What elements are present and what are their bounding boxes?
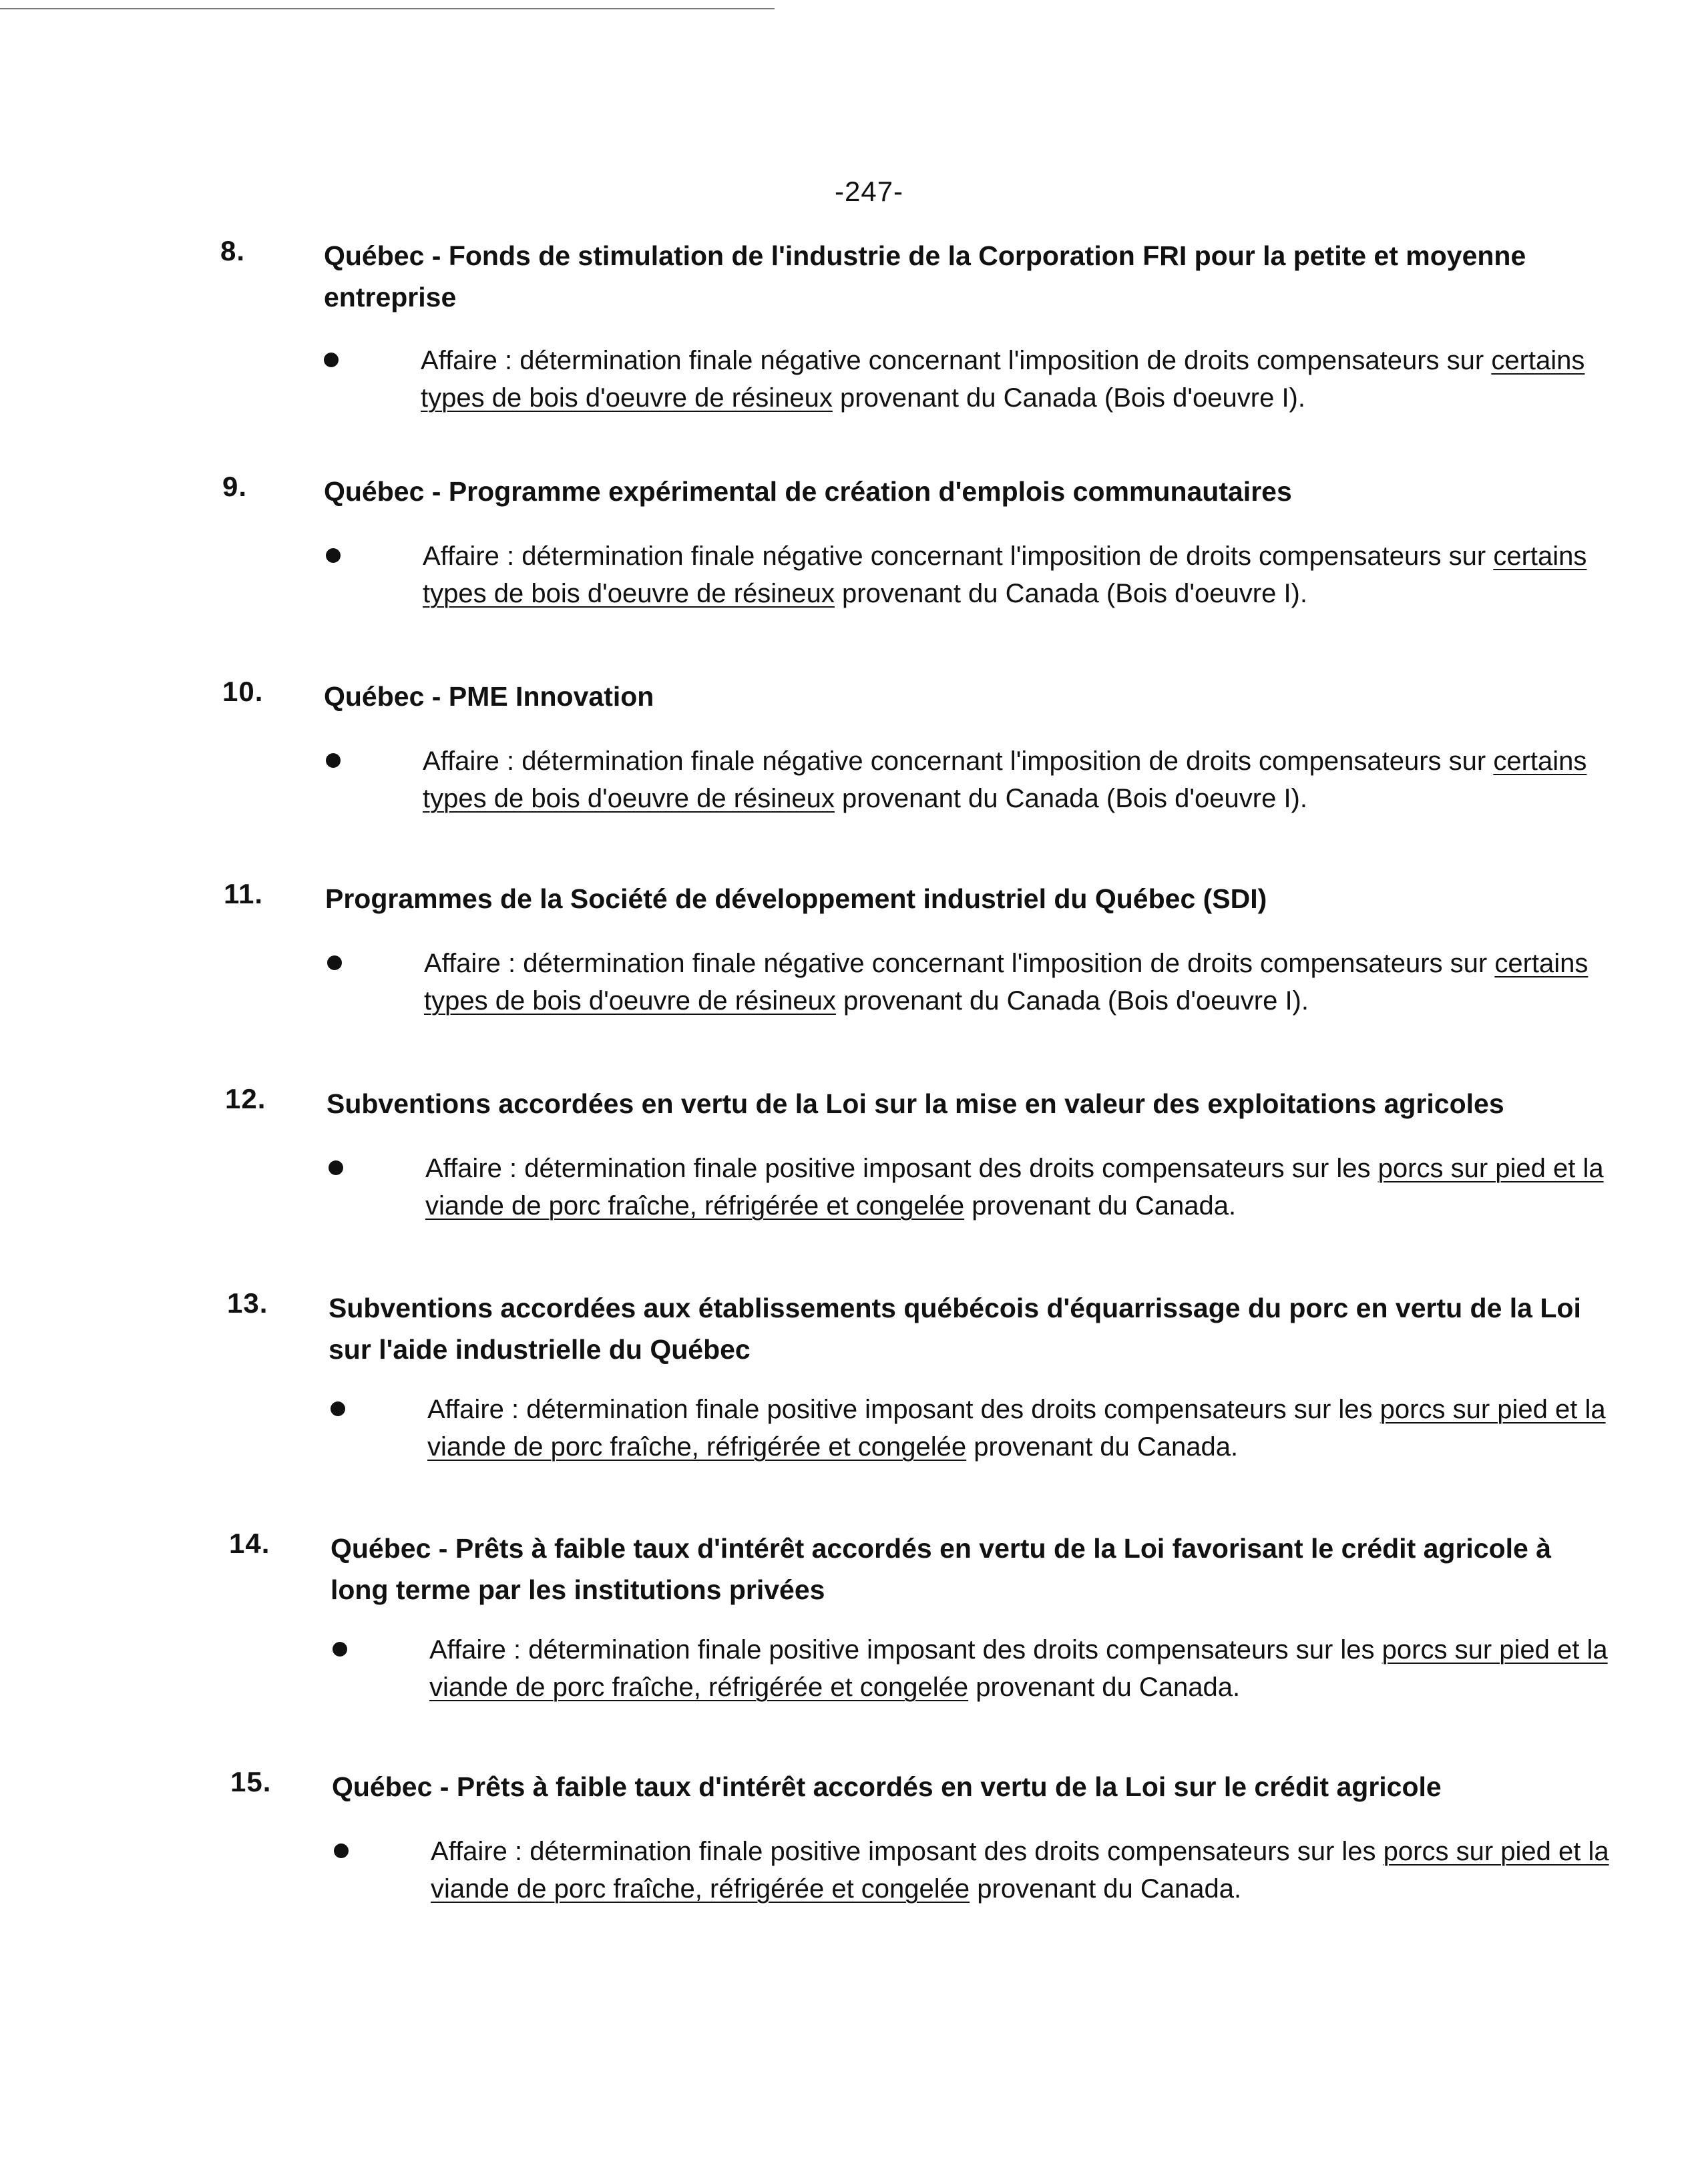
item-title: Subventions accordées aux établissements québécois d'équarrissage du porc en vertu de la Loi sur l'aide industrielle du Québec xyxy=(329,1293,1581,1365)
bullet-text xyxy=(429,1631,1625,1706)
item-number: 15. xyxy=(230,1766,272,1797)
bullet-text-underlined: certains types de bois d'oeuvre de résineux xyxy=(424,949,1589,1016)
bullet-icon xyxy=(334,1843,349,1858)
bullet-text-underlined: porcs sur pied et la viande de porc fraîche, réfrigérée et congelée xyxy=(425,1154,1604,1221)
bullet-text-prefix: Affaire : détermination finale négative concernant l'imposition de droits compensateurs sur xyxy=(421,346,1492,375)
item-number: 13. xyxy=(227,1287,268,1319)
bullet-text-underlined: porcs sur pied et la viande de porc fraîche, réfrigérée et congelée xyxy=(431,1837,1609,1904)
bullet-text xyxy=(431,1833,1626,1908)
bullet-icon xyxy=(333,1642,347,1657)
bullet-text-prefix: Affaire : détermination finale négative concernant l'imposition de droits compensateurs sur xyxy=(423,541,1494,571)
bullet-text-underlined: certains types de bois d'oeuvre de résineux xyxy=(423,746,1587,813)
bullet-icon xyxy=(329,1160,343,1175)
bullet-text-suffix: provenant du Canada. xyxy=(964,1191,1237,1221)
bullet-icon xyxy=(327,955,342,970)
bullet-text-prefix: Affaire : détermination finale négative concernant l'imposition de droits compensateurs sur xyxy=(424,949,1495,978)
item-title: Québec - PME Innovation xyxy=(324,681,654,712)
bullet-icon xyxy=(326,548,341,563)
bullet-text xyxy=(425,1150,1621,1225)
bullet-text-prefix: Affaire : détermination finale positive imposant des droits compensateurs sur les xyxy=(431,1837,1384,1866)
bullet-text-underlined: certains types de bois d'oeuvre de résineux xyxy=(423,541,1587,608)
bullet-text xyxy=(423,537,1618,612)
bullet-text-suffix: provenant du Canada (Bois d'oeuvre I). xyxy=(834,579,1307,608)
bullet-icon xyxy=(331,1401,345,1416)
bullet-text-suffix: provenant du Canada. xyxy=(970,1874,1242,1904)
bullet-icon xyxy=(324,353,339,367)
page-number: -247- xyxy=(835,176,904,207)
item-title: Programmes de la Société de développement industriel du Québec (SDI) xyxy=(325,883,1267,914)
item-title: Québec - Programme expérimental de création d'emplois communautaires xyxy=(324,476,1292,507)
item-number: 11. xyxy=(224,878,264,909)
bullet-text xyxy=(427,1391,1623,1466)
item-number: 14. xyxy=(229,1528,270,1559)
item-title: Québec - Prêts à faible taux d'intérêt accordés en vertu de la Loi favorisant le crédit agricole à long terme par les institutions privées xyxy=(331,1533,1552,1605)
bullet-text-underlined: porcs sur pied et la viande de porc fraîche, réfrigérée et congelée xyxy=(427,1395,1606,1462)
item-number: 9. xyxy=(222,471,248,502)
item-title: Québec - Fonds de stimulation de l'industrie de la Corporation FRI pour la petite et moyenne entreprise xyxy=(324,240,1526,312)
item-title: Subventions accordées en vertu de la Loi sur la mise en valeur des exploitations agricoles xyxy=(327,1088,1504,1119)
item-number: 8. xyxy=(220,235,246,266)
bullet-text-suffix: provenant du Canada (Bois d'oeuvre I). xyxy=(835,986,1309,1016)
bullet-text-prefix: Affaire : détermination finale positive imposant des droits compensateurs sur les xyxy=(427,1395,1380,1424)
bullet-text-suffix: provenant du Canada (Bois d'oeuvre I). xyxy=(834,784,1307,813)
bullet-text-prefix: Affaire : détermination finale négative concernant l'imposition de droits compensateurs sur xyxy=(423,746,1494,776)
bullet-text-prefix: Affaire : détermination finale positive imposant des droits compensateurs sur les xyxy=(425,1154,1378,1183)
item-title: Québec - Prêts à faible taux d'intérêt accordés en vertu de la Loi sur le crédit agricole xyxy=(332,1771,1442,1802)
top-rule xyxy=(0,8,775,9)
bullet-text-suffix: provenant du Canada (Bois d'oeuvre I). xyxy=(832,383,1305,413)
bullet-icon xyxy=(326,753,341,768)
bullet-text-underlined: certains types de bois d'oeuvre de résineux xyxy=(421,346,1585,413)
bullet-text-suffix: provenant du Canada. xyxy=(966,1432,1239,1462)
bullet-text xyxy=(421,342,1616,417)
bullet-text-underlined: porcs sur pied et la viande de porc fraîche, réfrigérée et congelée xyxy=(429,1635,1608,1702)
item-number: 10. xyxy=(222,676,264,707)
bullet-text xyxy=(423,742,1618,817)
bullet-text-suffix: provenant du Canada. xyxy=(968,1673,1241,1702)
item-number: 12. xyxy=(225,1083,266,1114)
bullet-text xyxy=(424,945,1619,1020)
bullet-text-prefix: Affaire : détermination finale positive imposant des droits compensateurs sur les xyxy=(429,1635,1382,1665)
